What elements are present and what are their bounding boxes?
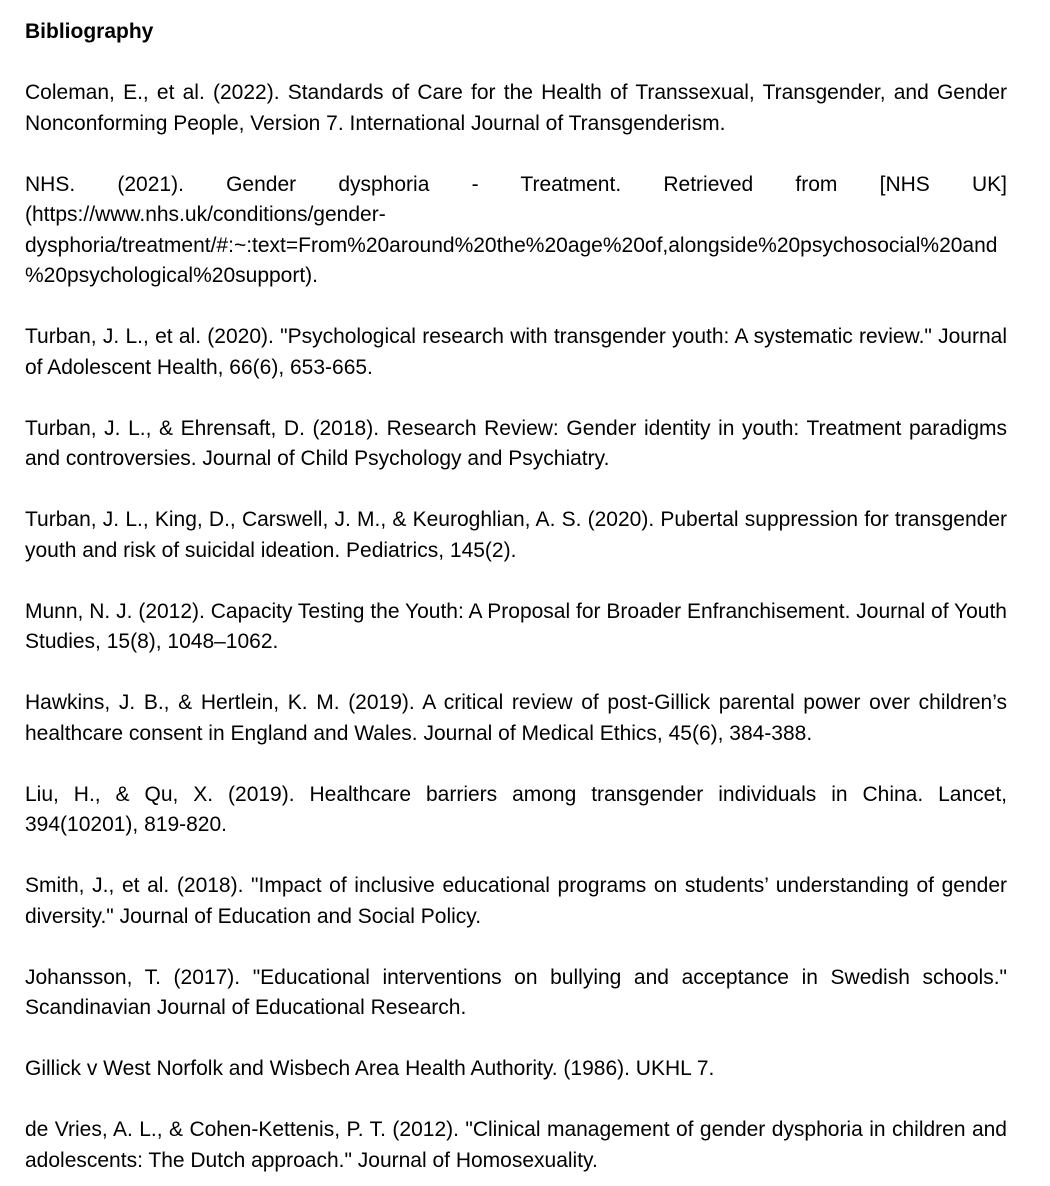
bibliography-entry-gillick: Gillick v West Norfolk and Wisbech Area Health Authority. (1986). UKHL 7. <box>25 1057 715 1080</box>
bibliography-entry-nhs: NHS. (2021). Gender dysphoria - Treatment. Retrieved from [NHS UK](https://www.nhs.uk/conditions/gender-dysphoria/treatment/#:~:text=From%20around%20the%20age%20of,alongside%20psychosocial%20and%20psychological%20support). <box>25 172 1007 287</box>
bibliography-entry-hawkins: Hawkins, J. B., & Hertlein, K. M. (2019). A critical review of post-Gillick parental power over children’s healthcare consent in England and Wales. Journal of Medical Ethics, 45(6), 384-388. <box>25 691 1007 745</box>
bibliography-entry-johansson: Johansson, T. (2017). "Educational interventions on bullying and acceptance in Swedish schools." Scandinavian Journal of Educational Research. <box>25 965 1007 1019</box>
bibliography-entry-turban-2020-review: Turban, J. L., et al. (2020). "Psychological research with transgender youth: A systematic review." Journal of Adolescent Health, 66(6), 653-665. <box>25 325 1007 379</box>
bibliography-entry-turban-2020-pubertal: Turban, J. L., King, D., Carswell, J. M., & Keuroghlian, A. S. (2020). Pubertal suppression for transgender youth and risk of suicidal ideation. Pediatrics, 145(2). <box>25 508 1007 562</box>
bibliography-entry-coleman: Coleman, E., et al. (2022). Standards of Care for the Health of Transsexual, Transgender, and Gender Nonconforming People, Version 7. International Journal of Transgenderism. <box>25 81 1007 135</box>
bibliography-entry-de-vries: de Vries, A. L., & Cohen-Kettenis, P. T. (2012). "Clinical management of gender dysphoria in children and adolescents: The Dutch approach." Journal of Homosexuality. <box>25 1118 1007 1172</box>
bibliography-entry-liu: Liu, H., & Qu, X. (2019). Healthcare barriers among transgender individuals in China. Lancet, 394(10201), 819-820. <box>25 782 1007 836</box>
bibliography-entry-turban-ehrensaft: Turban, J. L., & Ehrensaft, D. (2018). Research Review: Gender identity in youth: Treatment paradigms and controversies. Journal of Child Psychology and Psychiatry. <box>25 416 1007 470</box>
page-title: Bibliography <box>25 20 154 43</box>
bibliography-entry-munn: Munn, N. J. (2012). Capacity Testing the Youth: A Proposal for Broader Enfranchisement. Journal of Youth Studies, 15(8), 1048–1062. <box>25 599 1007 653</box>
bibliography-entry-smith: Smith, J., et al. (2018). "Impact of inclusive educational programs on students’ understanding of gender diversity." Journal of Education and Social Policy. <box>25 874 1007 928</box>
